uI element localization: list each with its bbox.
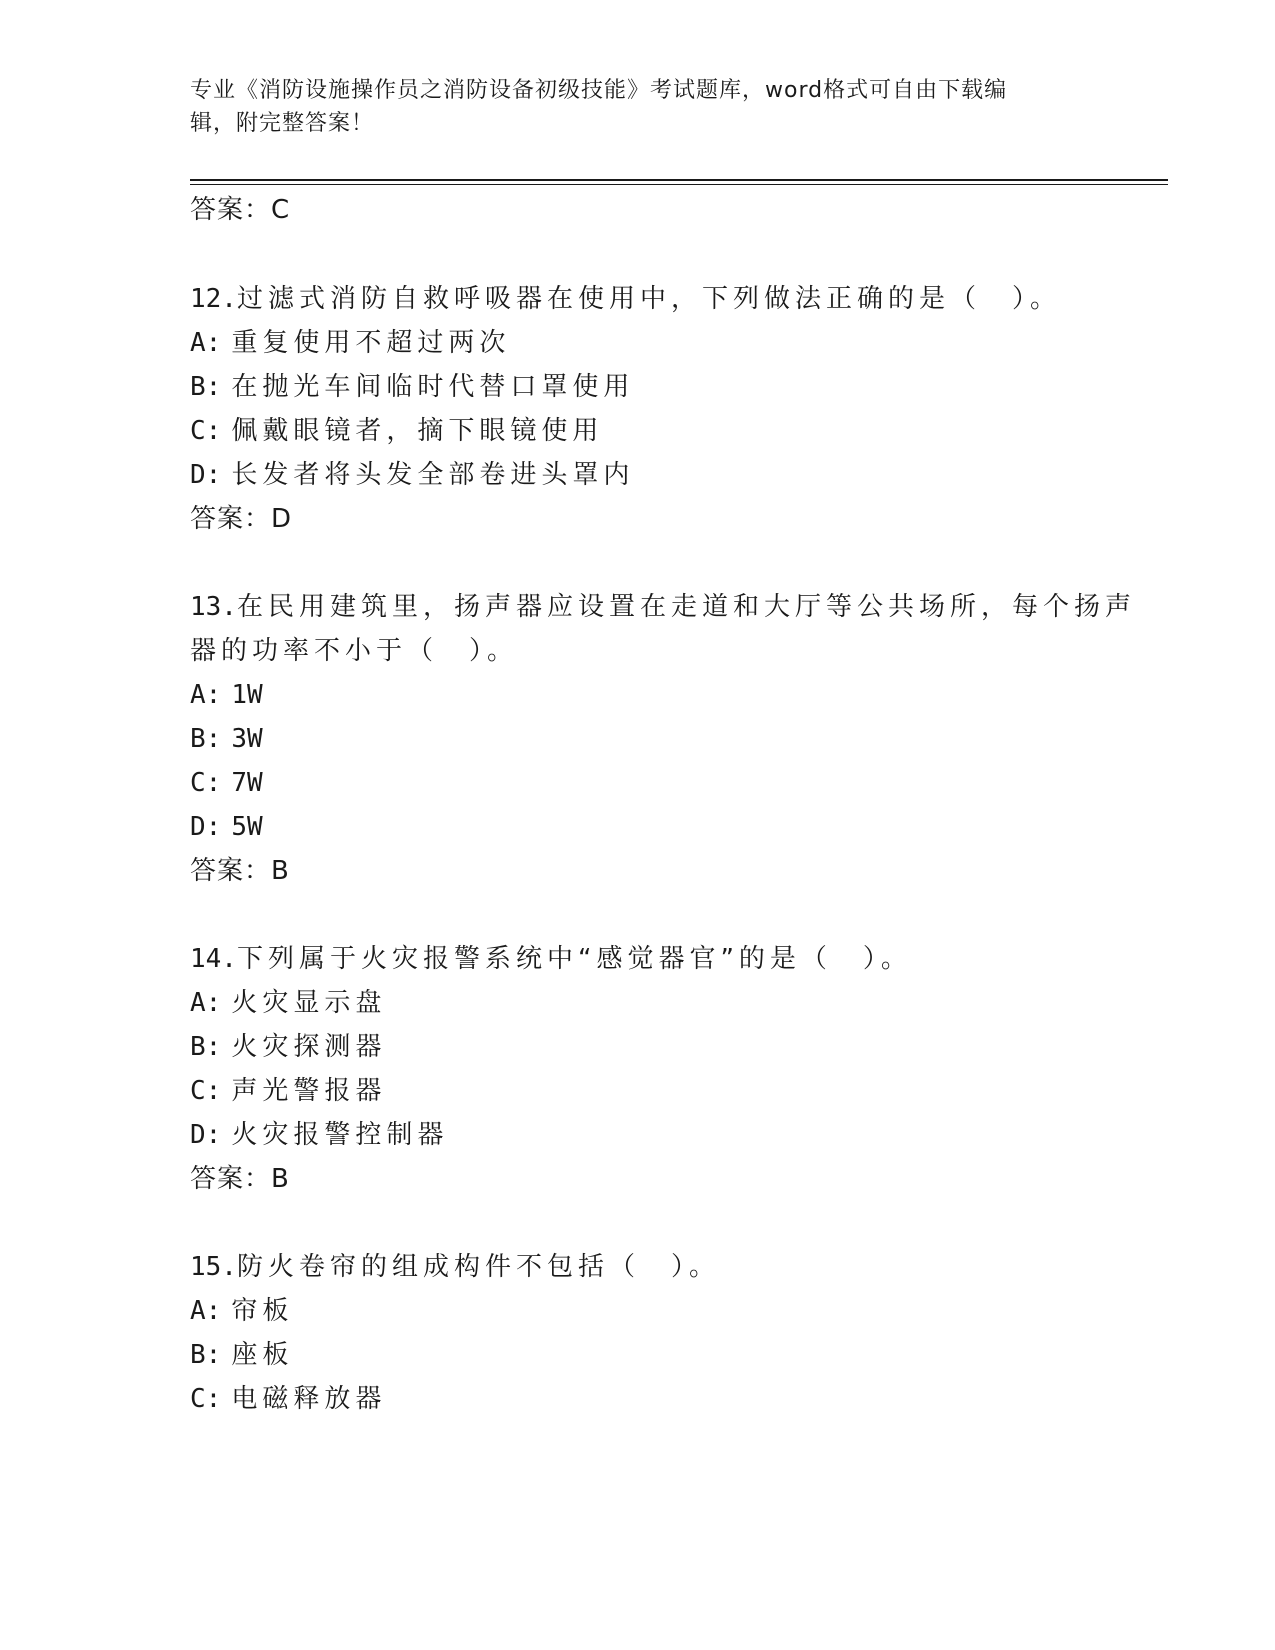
option-text: 7W xyxy=(231,768,263,798)
question-number: 14. xyxy=(190,944,237,974)
question-14-answer: 答案：B xyxy=(190,1164,290,1194)
option-text: 1W xyxy=(231,680,263,710)
question-14-stem xyxy=(190,942,912,976)
option-letter: C: xyxy=(190,416,222,446)
question-15-option-a xyxy=(190,1294,293,1328)
question-12-answer: 答案：D xyxy=(190,504,293,534)
option-text: 火灾报警控制器 xyxy=(231,1120,449,1150)
question-13-stem-line-2: 器的功率不小于（ ）。 xyxy=(190,636,519,666)
option-letter: D: xyxy=(190,1120,222,1150)
option-text: 声光警报器 xyxy=(231,1076,387,1106)
question-number: 13. xyxy=(190,592,237,622)
option-text: 在抛光车间临时代替口罩使用 xyxy=(231,372,635,402)
option-letter: C: xyxy=(190,768,222,798)
header-line-1: 专业《消防设施操作员之消防设备初级技能》考试题库，word格式可自由下载编 xyxy=(190,78,1008,103)
document-header xyxy=(190,74,1090,140)
question-12-option-a xyxy=(190,326,510,360)
question-14-option-a xyxy=(190,986,386,1020)
question-text: 防火卷帘的组成构件不包括（ ）。 xyxy=(236,1252,720,1282)
option-text: 佩戴眼镜者，摘下眼镜使用 xyxy=(231,416,604,446)
question-text: 过滤式消防自救呼吸器在使用中，下列做法正确的是（ ）。 xyxy=(236,284,1061,314)
option-text: 帘板 xyxy=(231,1296,294,1326)
question-15-option-b xyxy=(190,1338,293,1372)
option-letter: D: xyxy=(190,460,222,490)
question-13-option-c xyxy=(190,766,263,800)
question-13-answer: 答案：B xyxy=(190,856,290,886)
option-text: 长发者将头发全部卷进头罩内 xyxy=(231,460,635,490)
option-letter: B: xyxy=(190,724,222,754)
question-15-option-c xyxy=(190,1382,386,1416)
question-12-option-d xyxy=(190,458,634,492)
option-letter: A: xyxy=(190,680,222,710)
option-letter: A: xyxy=(190,328,222,358)
question-text: 在民用建筑里，扬声器应设置在走道和大厅等公共场所，每个扬声 xyxy=(236,592,1136,622)
option-letter: B: xyxy=(190,1032,222,1062)
option-text: 5W xyxy=(231,812,263,842)
header-divider-thick xyxy=(190,179,1168,181)
question-15-stem xyxy=(190,1250,720,1284)
option-letter: C: xyxy=(190,1076,222,1106)
question-14-option-d xyxy=(190,1118,448,1152)
question-number: 12. xyxy=(190,284,237,314)
option-text: 座板 xyxy=(231,1340,294,1370)
question-text: 下列属于火灾报警系统中“感觉器官”的是（ ）。 xyxy=(236,944,912,974)
question-14-option-b xyxy=(190,1030,386,1064)
option-letter: C: xyxy=(190,1384,222,1414)
answer-previous: 答案：C xyxy=(190,195,291,225)
option-letter: B: xyxy=(190,1340,222,1370)
question-number: 15. xyxy=(190,1252,237,1282)
option-text: 火灾探测器 xyxy=(231,1032,387,1062)
option-text: 电磁释放器 xyxy=(231,1384,387,1414)
option-letter: A: xyxy=(190,988,222,1018)
option-text: 火灾显示盘 xyxy=(231,988,387,1018)
question-12-option-b xyxy=(190,370,634,404)
question-13-option-b xyxy=(190,722,263,756)
question-13-option-a xyxy=(190,678,263,712)
option-text: 3W xyxy=(231,724,263,754)
question-12-option-c xyxy=(190,414,603,448)
question-13-stem-line-1 xyxy=(190,590,1136,624)
question-14-option-c xyxy=(190,1074,386,1108)
option-letter: B: xyxy=(190,372,222,402)
question-12-stem xyxy=(190,282,1061,316)
header-divider-thin xyxy=(190,184,1168,185)
option-text: 重复使用不超过两次 xyxy=(231,328,511,358)
option-letter: A: xyxy=(190,1296,222,1326)
question-13-option-d xyxy=(190,810,263,844)
option-letter: D: xyxy=(190,812,222,842)
header-line-2: 辑，附完整答案！ xyxy=(190,111,375,136)
